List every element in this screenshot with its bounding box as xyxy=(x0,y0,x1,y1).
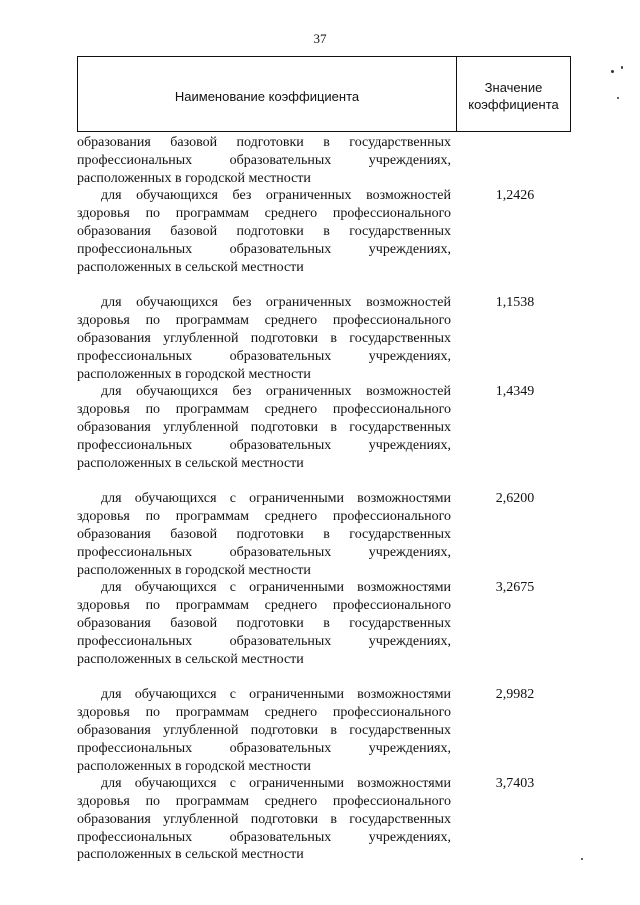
table-row xyxy=(77,490,571,579)
table-row xyxy=(77,775,571,864)
table-row xyxy=(77,383,571,472)
table-row xyxy=(77,686,571,775)
table-body xyxy=(77,134,571,864)
row-value: 3,7403 xyxy=(495,776,535,792)
row-name: для обучающихся без ограниченных возможностей здоровья по программам среднего профессионального образования углубленной подготовки в государственных профессиональных образовательных учреждениях, расположенных в городской местности xyxy=(77,295,451,382)
row-value: 1,4349 xyxy=(495,384,535,400)
scan-speck xyxy=(621,66,623,69)
row-name: для обучающихся без ограниченных возможностей здоровья по программам среднего профессионального образования базовой подготовки в государственных профессиональных образовательных учреждениях, расположенных в сельской местности xyxy=(77,188,451,275)
row-name: для обучающихся с ограниченными возможностями здоровья по программам среднего профессионального образования базовой подготовки в государственных профессиональных образовательных учреждениях, расположенных в городской местности xyxy=(77,491,451,578)
row-value: 1,2426 xyxy=(495,188,535,204)
table-row xyxy=(77,187,571,276)
row-value: 3,2675 xyxy=(495,580,535,596)
header-coefficient-name: Наименование коэффициента xyxy=(78,57,457,131)
table-row xyxy=(77,579,571,668)
coefficient-table xyxy=(77,56,571,864)
scan-speck xyxy=(617,97,619,99)
table-row xyxy=(77,134,571,187)
table-row xyxy=(77,294,571,383)
row-name: образования базовой подготовки в государственных профессиональных образовательных учреждениях, расположенных в городской местности xyxy=(77,135,451,186)
row-name: для обучающихся с ограниченными возможностями здоровья по программам среднего профессионального образования углубленной подготовки в государственных профессиональных образовательных учреждениях, расположенных в сельской местности xyxy=(77,776,451,863)
row-value: 1,1538 xyxy=(495,295,535,311)
page-number: 37 xyxy=(313,31,327,46)
header-coefficient-value: Значение коэффициента xyxy=(468,80,559,112)
row-name: для обучающихся с ограниченными возможностями здоровья по программам среднего профессионального образования базовой подготовки в государственных профессиональных образовательных учреждениях, расположенных в сельской местности xyxy=(77,580,451,667)
scan-speck xyxy=(611,70,614,73)
row-name: для обучающихся с ограниченными возможностями здоровья по программам среднего профессионального образования углубленной подготовки в государственных профессиональных образовательных учреждениях, расположенных в городской местности xyxy=(77,687,451,774)
scan-speck xyxy=(581,858,583,860)
row-name: для обучающихся без ограниченных возможностей здоровья по программам среднего профессионального образования углубленной подготовки в государственных профессиональных образовательных учреждениях, расположенных в сельской местности xyxy=(77,384,451,471)
row-value: 2,9982 xyxy=(495,687,535,703)
table-header xyxy=(77,56,571,132)
row-value xyxy=(455,134,571,187)
row-value: 2,6200 xyxy=(495,491,535,507)
